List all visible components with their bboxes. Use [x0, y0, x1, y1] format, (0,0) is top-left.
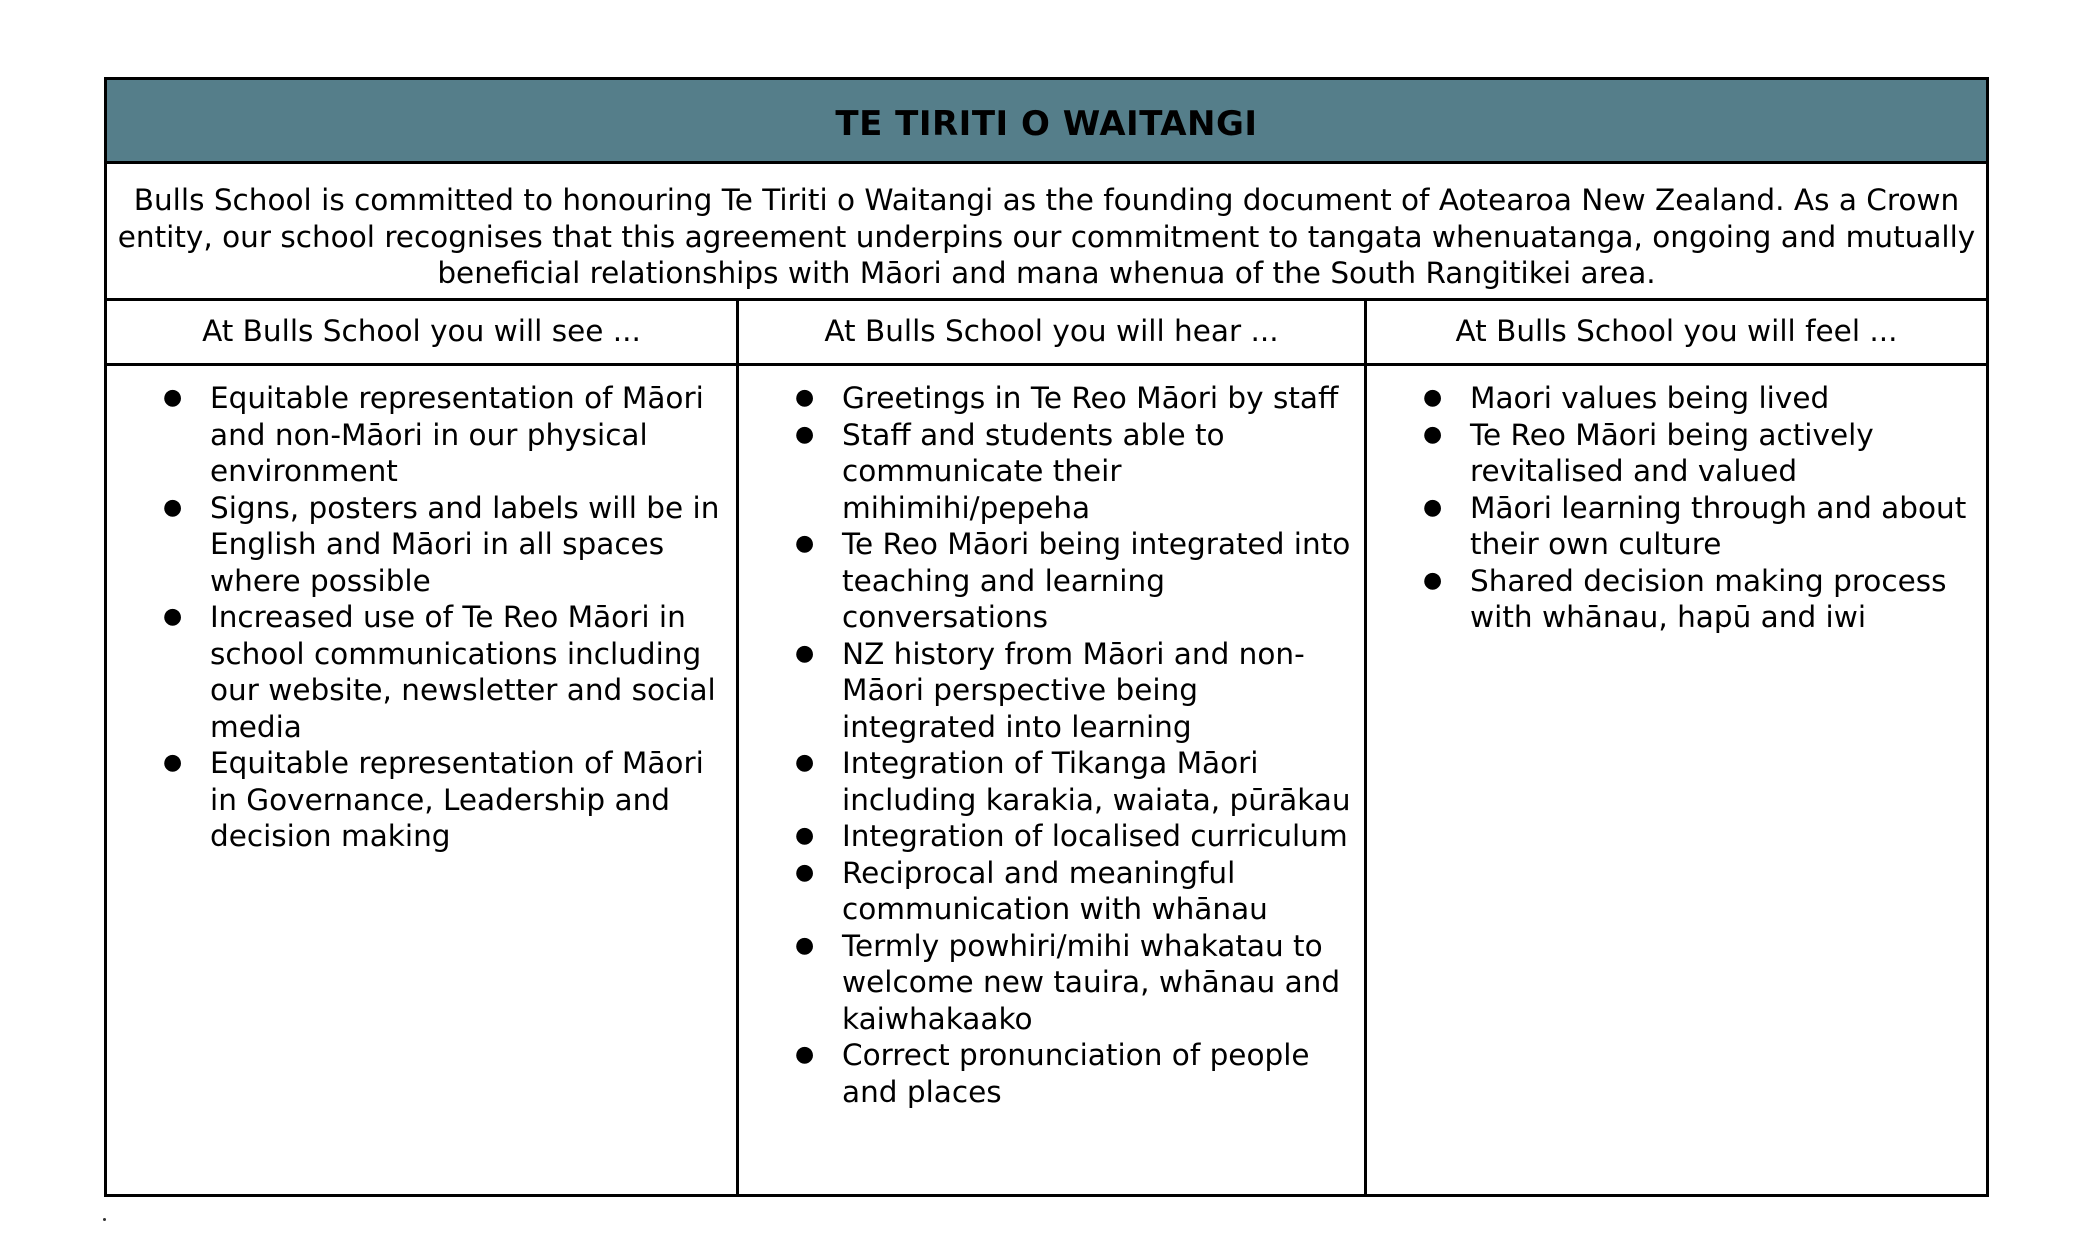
list-item	[739, 417, 1364, 527]
list-item	[739, 636, 1364, 746]
list-item	[107, 490, 736, 600]
hear-list	[739, 380, 1364, 1110]
column-feel	[1364, 301, 1986, 1194]
list-item-text: Integration of localised curriculum	[842, 819, 1348, 853]
list-item-text: Maori values being lived	[1470, 381, 1830, 415]
list-item-text: Staff and students able to communicate their mihimihi/pepeha	[842, 417, 1225, 525]
column-heading-feel: At Bulls School you will feel ...	[1367, 301, 1986, 366]
title-banner	[107, 80, 1986, 164]
bullet-icon: ●	[795, 640, 815, 666]
list-item	[739, 855, 1364, 928]
bullet-icon: ●	[795, 531, 815, 556]
list-item-text: Integration of Tikanga Māori including karakia, waiata, pūrākau	[842, 746, 1351, 817]
list-item-text: Correct pronunciation of people and places	[842, 1038, 1310, 1109]
bullet-icon: ●	[1423, 421, 1443, 447]
bullet-icon: ●	[1423, 567, 1443, 593]
bullet-icon: ●	[795, 421, 815, 447]
list-item	[739, 1037, 1364, 1110]
intro-statement: Bulls School is committed to honouring Te Tiriti o Waitangi as the founding document of Aotearoa New Zealand. As a Crown entity, our school recognises that this agreement underpins our commitment to tangata whenuatanga, ongoing and mutually beneficial relationships with Māori and mana whenua of the South Rangitikei area.	[107, 164, 1986, 301]
list-item-text: Greetings in Te Reo Māori by staff	[842, 381, 1339, 415]
list-item-text: Reciprocal and meaningful communication with whānau	[842, 855, 1268, 926]
list-item	[107, 599, 736, 745]
list-item	[107, 745, 736, 855]
feel-list	[1367, 380, 1986, 636]
bullet-icon: ●	[163, 494, 183, 520]
treaty-commitment-table	[104, 77, 1989, 1197]
list-item-text: NZ history from Māori and non-Māori perspective being integrated into learning	[842, 636, 1305, 744]
bullet-icon: ●	[163, 604, 183, 629]
column-see	[107, 301, 736, 1194]
list-item	[739, 928, 1364, 1038]
column-body-hear	[739, 366, 1364, 1194]
list-item	[1367, 380, 1986, 417]
bullet-icon: ●	[795, 823, 815, 848]
bullet-icon: ●	[795, 385, 815, 410]
list-item	[739, 380, 1364, 417]
bullet-icon: ●	[1423, 385, 1443, 410]
list-item	[739, 818, 1364, 855]
list-item	[1367, 490, 1986, 563]
column-body-see	[107, 366, 736, 1194]
list-item-text: Te Reo Māori being integrated into teaching and learning conversations	[842, 527, 1351, 634]
bullet-icon: ●	[1423, 494, 1443, 520]
column-body-feel	[1367, 366, 1986, 1194]
list-item	[739, 745, 1364, 818]
list-item	[1367, 417, 1986, 490]
bullet-icon: ●	[163, 385, 183, 410]
list-item-text: Equitable representation of Māori and non-Māori in our physical environment	[210, 381, 704, 488]
list-item-text: Te Reo Māori being actively revitalised and valued	[1470, 417, 1874, 488]
bullet-icon: ●	[795, 932, 815, 958]
list-item	[107, 380, 736, 490]
column-heading-see: At Bulls School you will see ...	[107, 301, 736, 366]
list-item	[739, 526, 1364, 636]
list-item-text: Equitable representation of Māori in Governance, Leadership and decision making	[210, 746, 704, 853]
list-item-text: Signs, posters and labels will be in English and Māori in all spaces where possible	[210, 490, 720, 598]
stray-dot-mark	[103, 1218, 106, 1221]
column-hear	[736, 301, 1364, 1194]
document-title: TE TIRITI O WAITANGI	[835, 103, 1258, 144]
bullet-icon: ●	[795, 859, 815, 885]
list-item-text: Shared decision making process with whānau, hapū and iwi	[1470, 563, 1947, 634]
bullet-icon: ●	[795, 1042, 815, 1067]
list-item-text: Increased use of Te Reo Māori in school communications including our website, newsletter and social media	[210, 600, 716, 744]
columns-row	[107, 301, 1986, 1194]
see-list	[107, 380, 736, 855]
list-item-text: Māori learning through and about their own culture	[1470, 490, 1967, 561]
column-heading-hear: At Bulls School you will hear ...	[739, 301, 1364, 366]
list-item-text: Termly powhiri/mihi whakatau to welcome new tauira, whānau and kaiwhakaako	[842, 928, 1341, 1036]
bullet-icon: ●	[163, 750, 183, 775]
list-item	[1367, 563, 1986, 636]
bullet-icon: ●	[795, 750, 815, 775]
